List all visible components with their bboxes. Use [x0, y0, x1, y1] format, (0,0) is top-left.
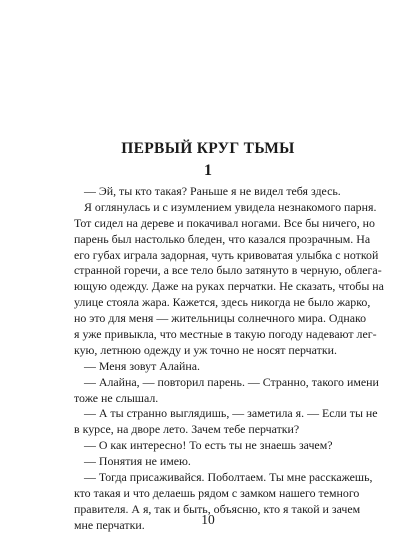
page-number: 10: [201, 512, 215, 527]
text-line: тоже не слышал.: [74, 390, 159, 405]
text-line: — Алайна, — повторил парень. — Странно, такого имени: [84, 374, 379, 389]
text-line: — Тогда присаживайся. Поболтаем. Ты мне расскажешь,: [84, 470, 373, 485]
text-line: кто такая и что делаешь рядом с замком нашего темного: [74, 485, 360, 500]
text-line: ющую одежду. Даже на руках перчатки. Не сказать, чтобы на: [74, 279, 384, 294]
text-line: странной горечи, а все тело было затянуто в черную, облега-: [74, 263, 382, 278]
text-line: Тот сидел на дереве и покачивал ногами. Все бы ничего, но: [74, 215, 375, 230]
text-line: мне перчатки.: [74, 517, 145, 532]
chapter-title: ПЕРВЫЙ КРУГ ТЬМЫ: [121, 140, 295, 157]
text-line: его губах играла задорная, чуть кривоватая улыбка с ноткой: [74, 247, 379, 262]
text-line: Я оглянулась и с изумлением увидела незнакомого парня.: [84, 199, 377, 214]
text-line: — Эй, ты кто такая? Раньше я не видел тебя здесь.: [84, 184, 341, 198]
text-line: правителя. А я, так и быть, объясню, кто я такой и зачем: [74, 501, 361, 516]
text-line: — Меня зовут Алайна.: [84, 358, 201, 373]
text-line: парень был настолько бледен, что казался прозрачным. На: [74, 231, 371, 246]
text-line: — А ты странно выглядишь, — заметила я. — Если ты не: [84, 406, 378, 421]
text-line: я уже привыкла, что местные в такую погоду надевают лег-: [74, 327, 377, 342]
text-line: но это для меня — жительницы солнечного мира. Однако: [74, 311, 367, 326]
text-line: — О как интересно! То есть ты не знаешь зачем?: [84, 438, 333, 453]
body-text: [74, 184, 384, 534]
text-line: — Понятия не имею.: [84, 454, 191, 469]
text-line: улице стояла жара. Кажется, здесь никогда не было жарко,: [74, 295, 371, 310]
section-number: 1: [204, 162, 212, 179]
text-line: кую, летнюю одежду и уж точно не носят перчатки.: [74, 342, 337, 357]
text-line: в курсе, на дворе лето. Зачем тебе перчатки?: [74, 422, 300, 437]
